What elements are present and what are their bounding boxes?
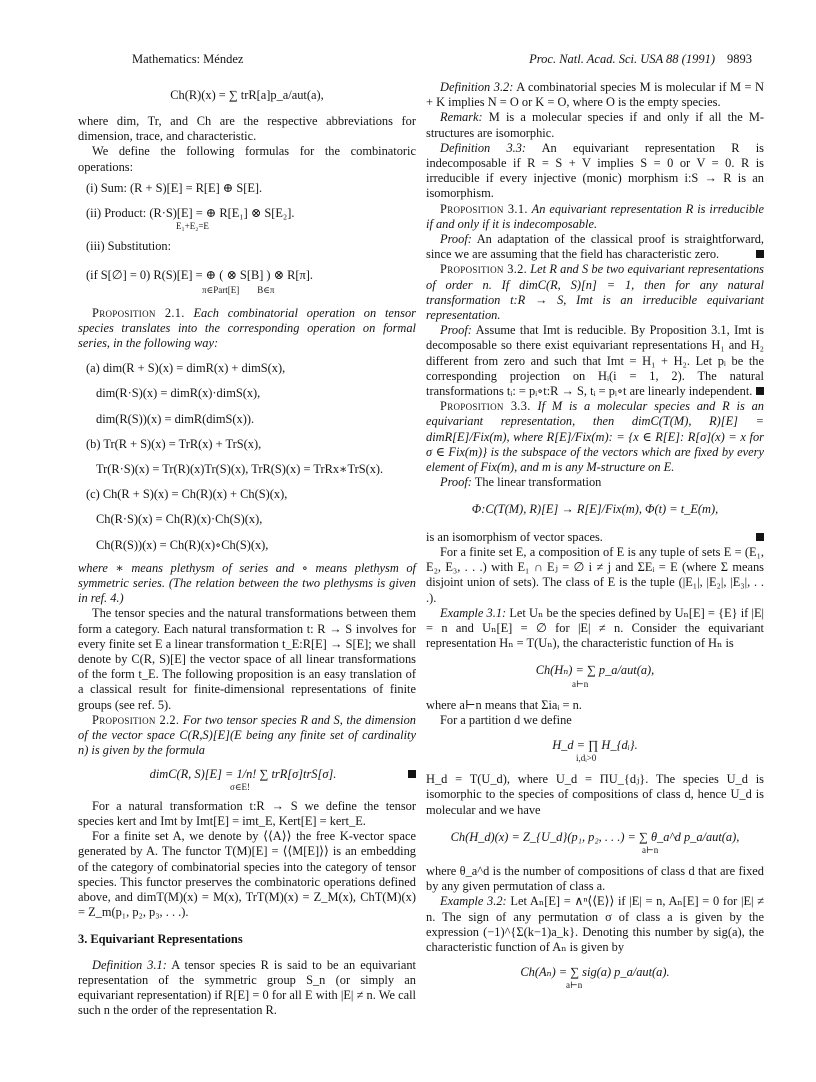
example-3-1-label: Example 3.1:	[440, 605, 507, 620]
paragraph-plethysm: where ∗ means plethysm of series and ∘ means plethysm of symmetric series. (The relation between the two plethysms is given in ref. 4.)	[78, 560, 416, 606]
proposition-2-1-label: Proposition 2.1.	[92, 305, 185, 320]
definition-3-2	[426, 80, 764, 110]
definition-3-2-text: A combinatorial species M is molecular if M = N + K implies N = O or K = O, where O is the empty species.	[426, 80, 764, 110]
equation-a2: dim(R·S)(x) = dimR(x)·dimS(x),	[96, 386, 261, 401]
paragraph-abbreviations: where dim, Tr, and Ch are the respective abbreviations for dimension, trace, and characteristic.	[78, 114, 416, 144]
remark-label: Remark:	[440, 110, 483, 125]
example-3-1	[426, 606, 764, 652]
proposition-2-2-label: Proposition 2.2.	[92, 712, 180, 727]
proof-3-text: The linear transformation	[474, 475, 602, 490]
equation-a3: dim(R(S))(x) = dimR(dimS(x)).	[96, 411, 255, 426]
definition-3-3-text: An equivariant representation R is indecomposable if R = S + V implies S = 0 or V = 0. R is irreducible if every injective (monic) morphism i:S → R is an isomorphism.	[426, 140, 764, 201]
proof-2	[426, 323, 764, 399]
qed-square-icon	[756, 250, 764, 258]
paragraph-isomorphism-text: is an isomorphism of vector spaces.	[426, 529, 603, 544]
example-3-1-text: Let Uₙ be the species defined by Uₙ[E] = {E} if |E| = n and Uₙ[E] = ∅ for |E| ≠ n. Consider the equivariant representation Hₙ = T(Uₙ), the characteristic function of Hₙ is	[426, 605, 764, 651]
operation-substitution: (if S[∅] = 0) R(S)[E] = ⊕ ( ⊗ S[B] ) ⊗ R[π].	[86, 268, 314, 283]
equation-c1: (c) Ch(R + S)(x) = Ch(R)(x) + Ch(S)(x),	[86, 487, 288, 502]
example-3-2-label: Example 3.2:	[440, 894, 507, 909]
equation-ch-hd: Ch(H_d)(x) = Z_{U_d}(p₁, p₂, . . .) = ∑ θ_a^d p_a/aut(a),	[450, 829, 740, 844]
proposition-3-3-text: If M is a molecular species and R is an equivariant representation, then dimC(T(M), R)[E] = dimR[E]/Fix(m), where R[E]/Fix(m): = {x ∈ R[E]: R[σ](x) = x for σ ∈ Fix(m)} is the subspace of the vectors which are fixed by every element of Fix(m), and m is any M-structure on E.	[426, 399, 764, 475]
equation-an: Ch(Aₙ) = ∑ sig(a) p_a/aut(a).	[520, 965, 670, 980]
header-section-author: Mathematics: Méndez	[132, 52, 244, 66]
proposition-3-2	[426, 262, 764, 323]
remark-text: M is a molecular species if and only if all the M-structures are isomorphic.	[426, 110, 764, 140]
proposition-3-1-label: Proposition 3.1.	[440, 201, 528, 216]
proposition-3-3-label: Proposition 3.3.	[440, 399, 531, 414]
proof-3	[426, 475, 764, 490]
qed-square-icon	[408, 770, 416, 778]
proposition-3-2-label: Proposition 3.2.	[440, 262, 528, 277]
proof-1-label: Proof:	[440, 232, 472, 247]
operation-product-subscript: E₁+E₂=E	[176, 221, 209, 232]
equation-b1: (b) Tr(R + S)(x) = TrR(x) + TrS(x),	[86, 436, 262, 451]
equation-characteristic: Ch(R)(x) = ∑ trR[a]p_a/aut(a),	[170, 88, 324, 102]
header-page-number: 9893	[727, 52, 752, 66]
equation-c2: Ch(R·S)(x) = Ch(R)(x)·Ch(S)(x),	[96, 512, 263, 527]
header-journal: Proc. Natl. Acad. Sci. USA 88 (1991)	[529, 52, 715, 66]
paragraph-partition: For a partition d we define	[440, 712, 572, 727]
header-journal-page	[529, 52, 752, 67]
paragraph-define-operations: We define the following formulas for the combinatoric operations:	[78, 144, 416, 174]
equation-prop-2-2	[78, 767, 416, 782]
right-column	[426, 80, 764, 991]
paragraph-kert: For a natural transformation t:R → S we define the tensor species kert and Imt by Imt[E] = imt_E, Kert[E] = kert_E.	[78, 798, 416, 828]
equation-a1: (a) dim(R + S)(x) = dimR(x) + dimS(x),	[86, 361, 286, 376]
definition-3-1-label: Definition 3.1:	[92, 957, 167, 972]
definition-3-3-label: Definition 3.3:	[440, 140, 527, 155]
paragraph-hd: H_d = T(U_d), where U_d = ΠU_{dⱼ}. The species U_d is isomorphic to the species of compositions of class d, hence U_d is molecular and we have	[426, 772, 764, 817]
operation-substitution-label: (iii) Substitution:	[86, 239, 172, 254]
operation-product: (ii) Product: (R·S)[E] = ⊕ R[E₁] ⊗ S[E₂].	[86, 206, 295, 221]
equation-hn: Ch(Hₙ) = ∑ p_a/aut(a),	[535, 663, 655, 678]
equation-hn-subscript: a⊢n	[572, 678, 589, 689]
proposition-2-2	[78, 713, 416, 759]
proposition-2-1-text: Each combinatorial operation on tensor species translates into the corresponding operation on formal series, in the following way:	[78, 305, 416, 351]
qed-square-icon	[756, 533, 764, 541]
paragraph-functor: For a finite set A, we denote by ⟨⟨A⟩⟩ the free K-vector space generated by A. The functor T(M)[E] = ⟨⟨M[E]⟩⟩ is an embedding of the category of combinatorial species into the category of tensor species. This functor preserves the combinatoric operations defined above, and dimT(M)(x) = M(x), TrT(M)(x) = Z_M(x), ChT(M)(x) = Z_m(p₁, p₂, p₃, . . .).	[78, 829, 416, 920]
equation-ch-hd-subscript: a⊢n	[642, 844, 659, 855]
operation-substitution-subscript: π∈Part[E] B∈π	[202, 284, 275, 295]
definition-3-3	[426, 141, 764, 202]
paragraph-theta: where θ_a^d is the number of compositions of class d that are fixed by any given permutation of class a.	[426, 863, 764, 894]
qed-square-icon	[756, 387, 764, 395]
equation-phi: Φ:C(T(M), R)[E] → R[E]/Fix(m), Φ(t) = t_E(m),	[471, 502, 719, 517]
equation-prop-2-2-subscript: σ∈E!	[230, 781, 251, 792]
proposition-3-1	[426, 202, 764, 232]
proof-3-label: Proof:	[440, 475, 472, 490]
example-3-2	[426, 894, 764, 955]
proof-2-label: Proof:	[440, 323, 472, 338]
proof-1-text: An adaptation of the classical proof is straightforward, since we are assuming that the field has characteristic zero.	[426, 232, 764, 262]
operation-sum: (i) Sum: (R + S)[E] = R[E] ⊕ S[E].	[86, 180, 263, 195]
proof-1	[426, 232, 764, 262]
definition-3-1	[78, 958, 416, 1019]
proof-2-text: Assume that Imt is reducible. By Proposition 3.1, Imt is decomposable so there exist equivariant representations H₁ and H₂ different from zero and such that Imt = H₁ + H₂. Let pᵢ be the corresponding projection on Hᵢ(i = 1, 2). The natural transformations tᵢ: = pᵢ∘t:R → S, tᵢ = pᵢ∘t are linearly independent.	[426, 323, 764, 399]
section-3-heading: 3. Equivariant Representations	[78, 932, 243, 947]
proposition-3-3	[426, 399, 764, 475]
equation-c3: Ch(R(S))(x) = Ch(R)(x)∘Ch(S)(x),	[96, 537, 269, 552]
proposition-2-1	[78, 306, 416, 352]
proposition-3-2-text: Let R and S be two equivariant representations of order n. If dimC(R, S)[n] = 1, then for any natural transformation t:R → S, Imt is an irreducible equivariant representation.	[426, 262, 764, 323]
definition-3-1-text: A tensor species R is said to be an equivariant representation of the symmetric group S_n (or simply an equivariant representation) if R[E] = 0 for all E with |E| ≠ n. We call such n the order of the representation R.	[78, 957, 416, 1018]
proposition-2-2-text: For two tensor species R and S, the dimension of the vector space C(R,S)[E](E being any finite set of cardinality n) is given by the formula	[78, 712, 416, 758]
equation-hd: H_d = ∏ H_{dᵢ}.	[552, 737, 638, 752]
paragraph-where-a: where a⊢n means that Σiaᵢ = n.	[426, 697, 582, 712]
equation-an-subscript: a⊢n	[566, 980, 583, 991]
remark	[426, 110, 764, 140]
paragraph-isomorphism	[426, 530, 764, 545]
equation-hd-subscript: i,dᵢ>0	[576, 753, 597, 764]
left-column	[78, 80, 416, 1018]
proposition-3-1-text: An equivariant representation R is irreducible if and only if it is indecomposable.	[426, 201, 764, 231]
paragraph-tensor-species: The tensor species and the natural transformations between them form a category. Each natural transformation t: R → S involves for every finite set E a linear transformation t_E:R[E] → S[E]; we shall denote by C(R, S)[E] the vector space of all linear transformations of the form t_E. The following proposition is an easy translation of a classical result for finite-dimensional representations of finite groups (see ref. 5).	[78, 606, 416, 712]
paragraph-composition: For a finite set E, a composition of E is any tuple of sets E = (E₁, E₂, E₃, . . .) with E₁ ∩ Eⱼ = ∅ i ≠ j and ΣEᵢ = E (where Σ means disjoint union of sets). The class of E is the tuple (|E₁|, |E₂|, |E₃|, . . .).	[426, 544, 764, 605]
running-head	[78, 52, 752, 72]
definition-3-2-label: Definition 3.2:	[440, 80, 514, 94]
equation-b2: Tr(R·S)(x) = Tr(R)(x)Tr(S)(x), TrR(S)(x) = TrRx∗TrS(x).	[96, 462, 384, 477]
example-3-2-text: Let Aₙ[E] = ∧ⁿ⟨⟨E⟩⟩ if |E| = n, Aₙ[E] = 0 for |E| ≠ n. The sign of any permutation σ of class a is given by the expression (−1)^{Σ(k−1)a_k}. Denoting this number by sig(a), the characteristic function of Aₙ is given by	[426, 894, 764, 954]
equation-prop-2-2-body: dimC(R, S)[E] = 1/n! ∑ trR[σ]trS[σ].	[149, 766, 337, 781]
